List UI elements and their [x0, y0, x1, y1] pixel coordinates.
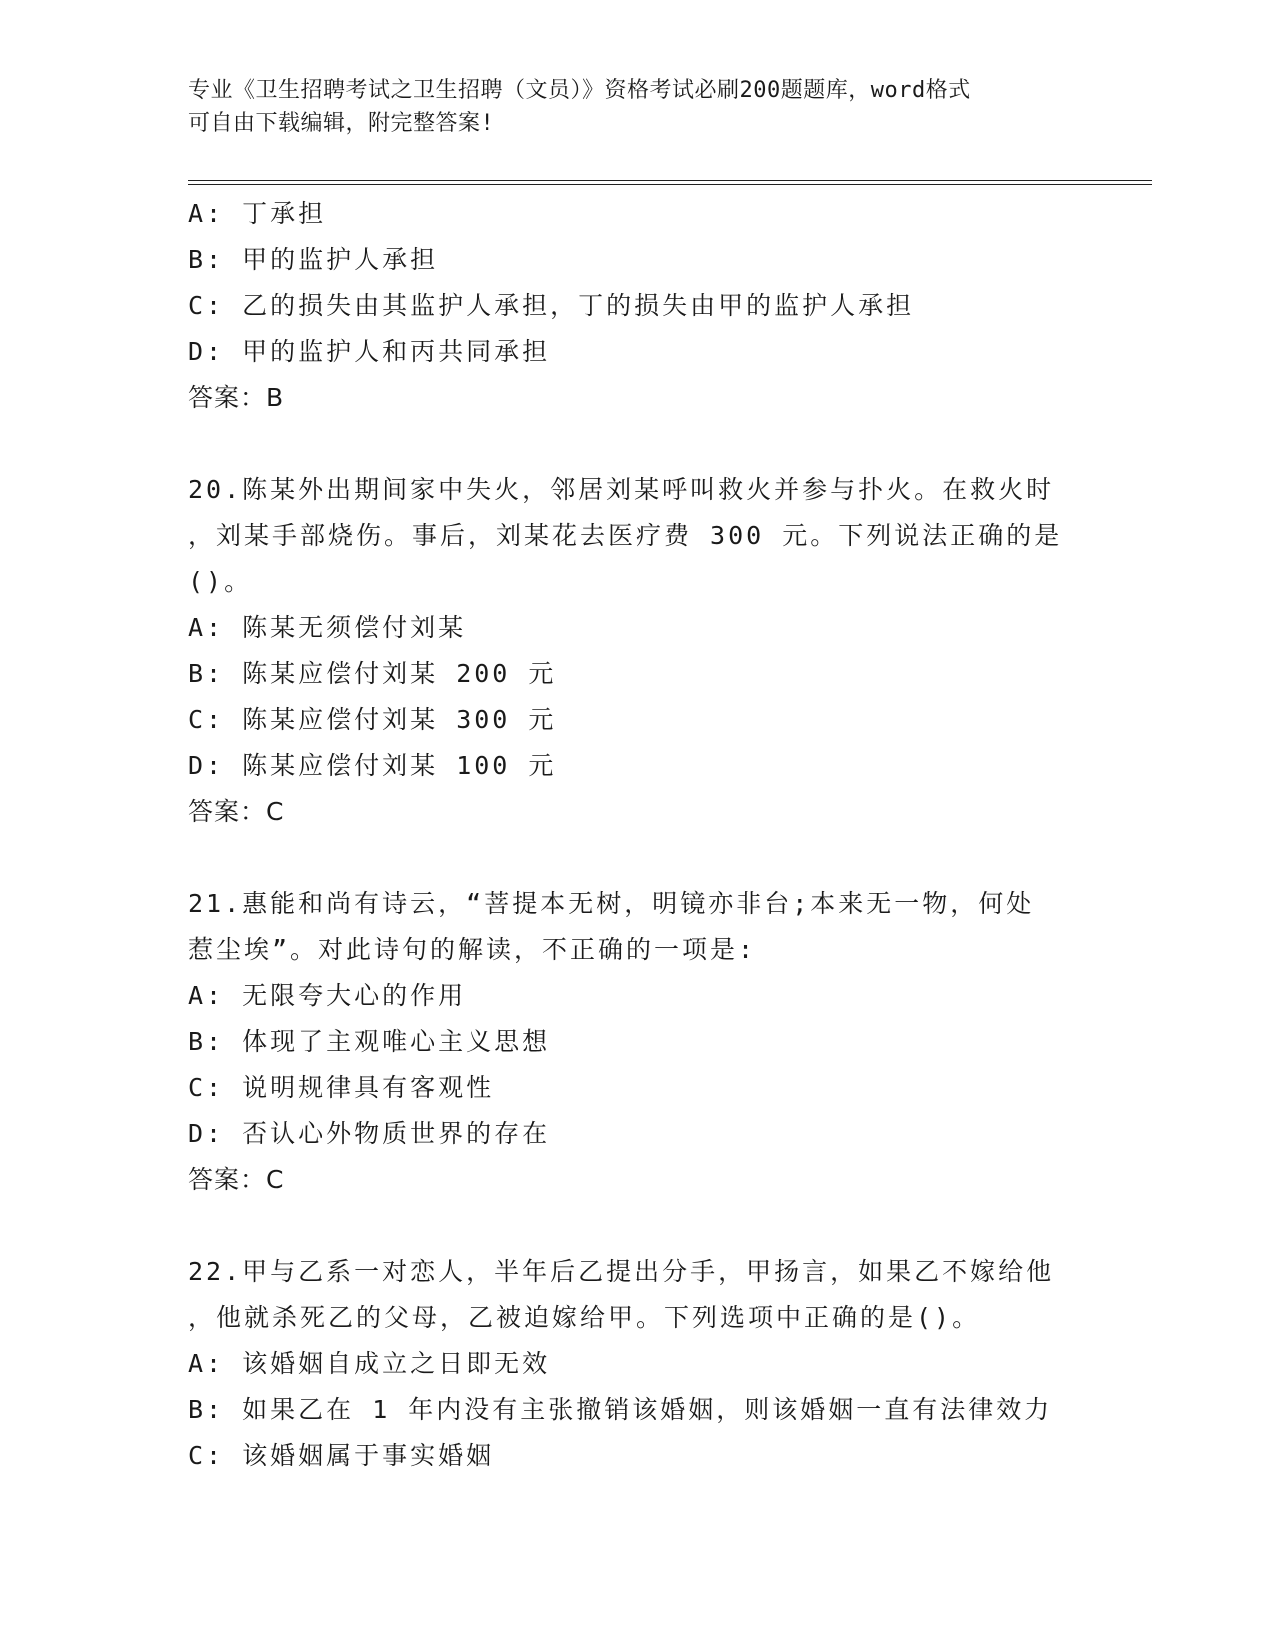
question-stem-line: 22.甲与乙系一对恋人，半年后乙提出分手，甲扬言，如果乙不嫁给他: [188, 1257, 1055, 1286]
spacer: [188, 835, 1088, 881]
option-d: D: 陈某应偿付刘某 100 元: [188, 751, 557, 780]
question-stem-line: ，他就杀死乙的父母，乙被迫嫁给甲。下列选项中正确的是()。: [188, 1303, 981, 1332]
option-c: C: 陈某应偿付刘某 300 元: [188, 705, 557, 734]
header-title-line-1: 专业《卫生招聘考试之卫生招聘（文员）》资格考试必刷200题题库，word格式: [188, 78, 971, 103]
spacer: [188, 421, 1088, 467]
answer-line: 答案：B: [188, 383, 285, 412]
question-list: [188, 191, 1088, 1479]
option-a: A: 该婚姻自成立之日即无效: [188, 1349, 551, 1378]
question-block-20: [188, 467, 1088, 835]
question-stem-line: 20.陈某外出期间家中失火，邻居刘某呼叫救火并参与扑火。在救火时: [188, 475, 1055, 504]
option-a: A: 无限夸大心的作用: [188, 981, 467, 1010]
option-c: C: 说明规律具有客观性: [188, 1073, 495, 1102]
document-header: [188, 74, 1088, 140]
option-b: B: 甲的监护人承担: [188, 245, 439, 274]
option-c: C: 乙的损失由其监护人承担，丁的损失由甲的监护人承担: [188, 291, 915, 320]
question-block-22: [188, 1249, 1088, 1479]
option-d: D: 否认心外物质世界的存在: [188, 1119, 551, 1148]
option-b: B: 陈某应偿付刘某 200 元: [188, 659, 557, 688]
header-divider-top: [188, 180, 1152, 181]
option-c: C: 该婚姻属于事实婚姻: [188, 1441, 495, 1470]
question-stem-line: ，刘某手部烧伤。事后，刘某花去医疗费 300 元。下列说法正确的是: [188, 521, 1063, 550]
spacer: [188, 1203, 1088, 1249]
option-b: B: 体现了主观唯心主义思想: [188, 1027, 551, 1056]
header-divider-bottom: [188, 184, 1152, 185]
option-a: A: 丁承担: [188, 199, 327, 228]
answer-line: 答案：C: [188, 797, 285, 826]
question-stem-line: 惹尘埃”。对此诗句的解读，不正确的一项是:: [188, 935, 757, 964]
option-a: A: 陈某无须偿付刘某: [188, 613, 467, 642]
question-block-19: [188, 191, 1088, 421]
question-stem-line: ()。: [188, 567, 253, 596]
option-d: D: 甲的监护人和丙共同承担: [188, 337, 551, 366]
answer-line: 答案：C: [188, 1165, 285, 1194]
question-block-21: [188, 881, 1088, 1203]
question-stem-line: 21.惠能和尚有诗云，“菩提本无树，明镜亦非台;本来无一物，何处: [188, 889, 1035, 918]
option-b: B: 如果乙在 1 年内没有主张撤销该婚姻，则该婚姻一直有法律效力: [188, 1395, 1053, 1424]
header-title-line-2: 可自由下载编辑，附完整答案!: [188, 111, 495, 136]
